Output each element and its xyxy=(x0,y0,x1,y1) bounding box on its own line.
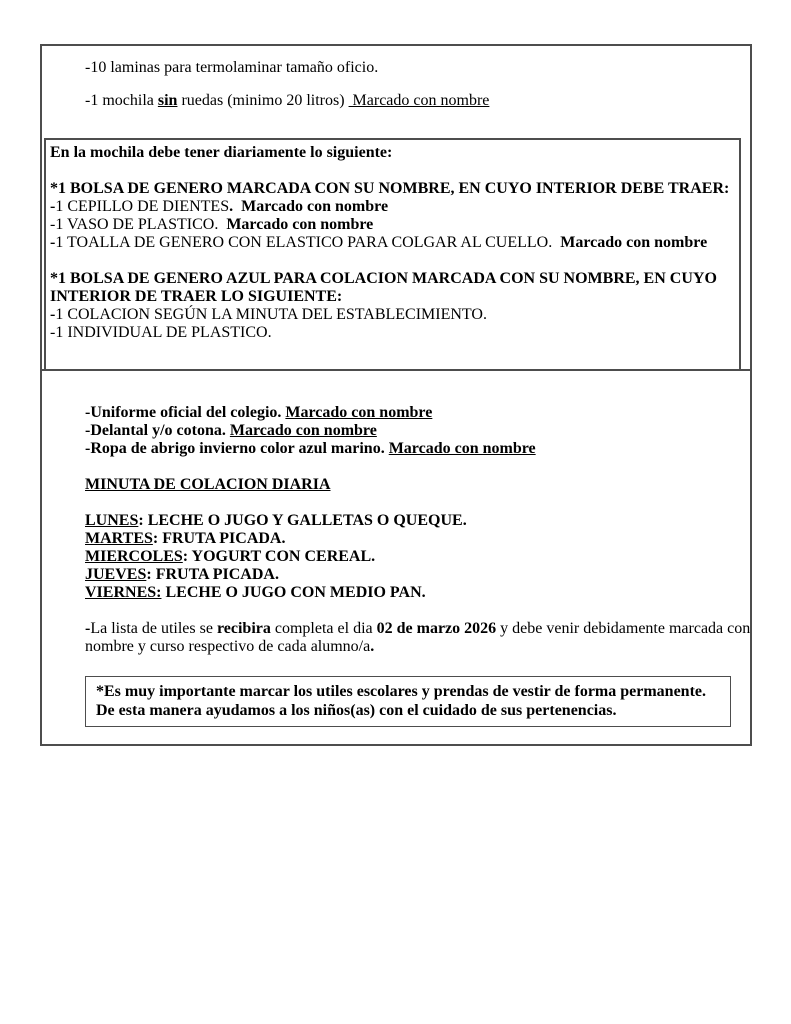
supply-line-mochila xyxy=(85,92,750,110)
delivery-text-1: La lista de utiles se xyxy=(90,620,217,637)
item-dash: - xyxy=(50,198,56,215)
delivery-date: 02 de marzo 2026 xyxy=(376,620,497,637)
item-toalla-text: 1 TOALLA DE GENERO CON ELASTICO PARA COLGAR AL CUELLO. xyxy=(55,234,553,251)
item-colacion xyxy=(50,306,733,324)
outer-border-box xyxy=(40,44,752,746)
day-snack: LECHE O JUGO CON MEDIO PAN. xyxy=(161,584,426,601)
important-note-line2 xyxy=(96,701,722,720)
day-snack: : YOGURT CON CEREAL. xyxy=(182,548,376,565)
item-cepillo-marked: . Marcado con nombre xyxy=(229,198,389,215)
uniform-abrigo-marked: Marcado con nombre xyxy=(388,440,536,457)
mochila-text-start: -1 mochila xyxy=(85,92,158,109)
item-dash: - xyxy=(50,234,56,251)
day-row-lunes xyxy=(85,512,750,530)
day-name: MIERCOLES xyxy=(85,548,183,565)
bolsa-azul-title-text2: INTERIOR DE TRAER LO SIGUIENTE: xyxy=(50,288,343,305)
bolsa-genero-title xyxy=(50,180,733,198)
delivery-note-line1 xyxy=(85,620,750,638)
day-name: MARTES xyxy=(85,530,153,547)
mochila-marked-note: Marcado con nombre xyxy=(348,92,490,109)
uniform-abrigo-text: -Ropa de abrigo invierno color azul marino. xyxy=(85,440,389,457)
item-colacion-text: 1 COLACION SEGÚN LA MINUTA DEL ESTABLECIMIENTO. xyxy=(55,306,487,323)
delivery-period: . xyxy=(370,638,375,655)
delivery-text-4: nombre y curso respectivo de cada alumno/a xyxy=(85,638,371,655)
list-delivery-note xyxy=(85,620,750,656)
item-individual xyxy=(50,324,733,342)
spacer xyxy=(85,458,750,476)
day-row-martes xyxy=(85,530,750,548)
delivery-text-3: y debe venir debidamente marcada con xyxy=(496,620,751,637)
uniform-line-abrigo xyxy=(85,440,750,458)
item-individual-text: -1 INDIVIDUAL DE PLASTICO. xyxy=(50,324,272,341)
uniform-delantal-text: -Delantal y/o cotona. xyxy=(85,422,230,439)
item-vaso-text: -1 VASO DE PLASTICO. xyxy=(50,216,219,233)
item-vaso xyxy=(50,216,733,234)
item-toalla xyxy=(50,234,733,252)
spacer xyxy=(85,494,750,512)
delivery-note-line2 xyxy=(85,638,750,656)
spacer xyxy=(50,162,733,180)
important-note-line1 xyxy=(96,682,722,701)
item-cepillo-text: 1 CEPILLO DE DIENTES xyxy=(55,198,230,215)
day-snack: : FRUTA PICADA. xyxy=(152,530,286,547)
item-cepillo xyxy=(50,198,733,216)
day-name: LUNES xyxy=(85,512,139,529)
uniform-colegio-marked: Marcado con nombre xyxy=(285,404,433,421)
bolsa-azul-title-text1: *1 BOLSA DE GENERO AZUL PARA COLACION MARCADA CON SU NOMBRE, EN CUYO xyxy=(50,270,717,287)
uniform-line-delantal xyxy=(85,422,750,440)
uniform-line-colegio xyxy=(85,404,750,422)
uniform-delantal-marked: Marcado con nombre xyxy=(229,422,377,439)
spacer xyxy=(50,252,733,270)
day-snack: : LECHE O JUGO Y GALLETAS O QUEQUE. xyxy=(138,512,467,529)
delivery-dash: - xyxy=(85,620,91,637)
item-vaso-marked: Marcado con nombre xyxy=(218,216,374,233)
important-note-box xyxy=(85,676,731,727)
spacer xyxy=(85,602,750,620)
supply-line-laminas xyxy=(85,59,750,77)
day-row-miercoles xyxy=(85,548,750,566)
uniform-and-minuta-section xyxy=(42,369,750,744)
backpack-heading xyxy=(50,144,733,162)
day-row-viernes xyxy=(85,584,750,602)
laminas-text: -10 laminas para termolaminar tamaño oficio. xyxy=(85,59,379,76)
backpack-heading-text: En la mochila debe tener diariamente lo siguiente: xyxy=(50,144,393,161)
mochila-sin-emphasis: sin xyxy=(157,92,178,109)
bolsa-azul-title-line1 xyxy=(50,270,733,288)
bolsa-azul-title-line2 xyxy=(50,288,733,306)
minuta-title-text: MINUTA DE COLACION DIARIA xyxy=(85,476,331,493)
important-note-text1: *Es muy importante marcar los utiles escolares y prendas de vestir de forma permanente. xyxy=(96,683,707,700)
delivery-text-2: completa el dia xyxy=(270,620,377,637)
uniform-colegio-text: -Uniforme oficial del colegio. xyxy=(85,404,286,421)
daily-backpack-requirements-box xyxy=(44,138,741,369)
supplies-intro-section xyxy=(42,46,750,138)
item-dash: - xyxy=(50,306,56,323)
mochila-text-mid: ruedas (minimo 20 litros) xyxy=(177,92,349,109)
day-snack: : FRUTA PICADA. xyxy=(146,566,279,583)
minuta-title xyxy=(85,476,750,494)
day-name: VIERNES: xyxy=(85,584,162,601)
delivery-recibira: recibira xyxy=(216,620,271,637)
day-name: JUEVES xyxy=(85,566,147,583)
important-note-text2: De esta manera ayudamos a los niños(as) con el cuidado de sus pertenencias. xyxy=(96,702,617,719)
day-row-jueves xyxy=(85,566,750,584)
item-toalla-marked: Marcado con nombre xyxy=(552,234,708,251)
bolsa-genero-title-text: *1 BOLSA DE GENERO MARCADA CON SU NOMBRE, EN CUYO INTERIOR DEBE TRAER: xyxy=(50,180,730,197)
